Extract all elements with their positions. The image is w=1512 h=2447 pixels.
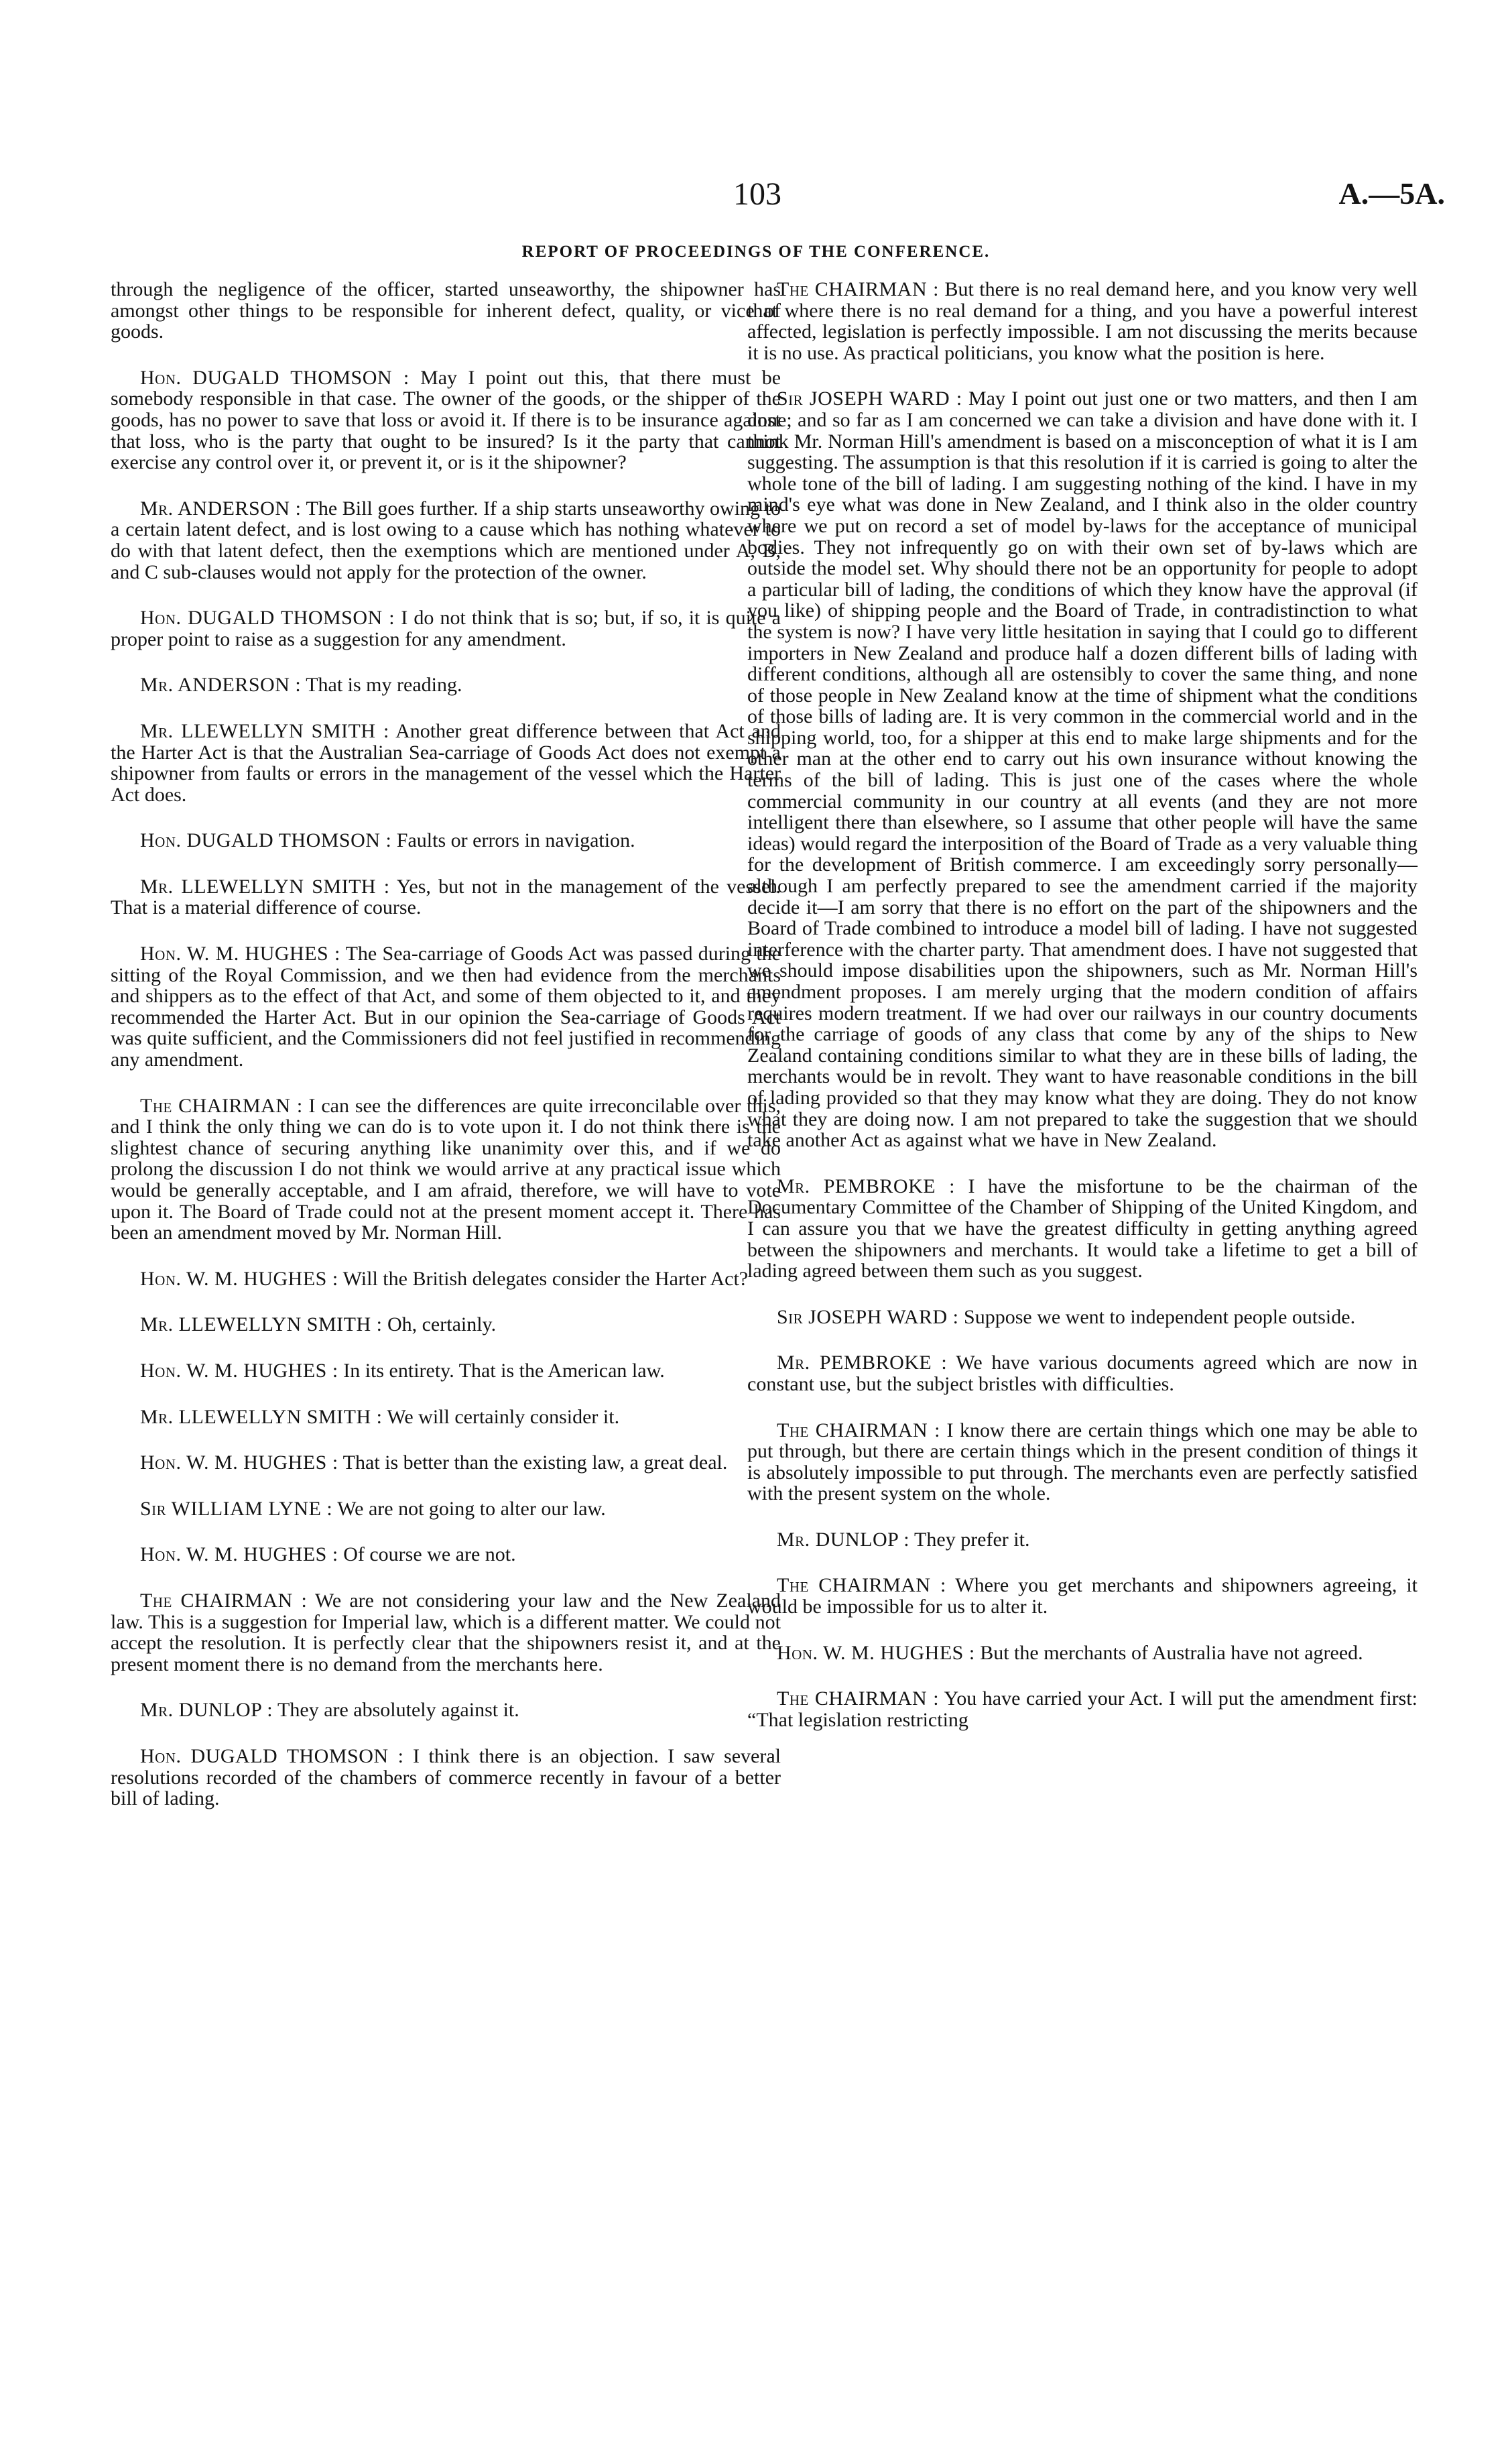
- speech: [747, 279, 1418, 363]
- speaker-name: Mr. DUNLOP :: [140, 1699, 273, 1722]
- speech-text: They are absolutely against it.: [277, 1699, 519, 1722]
- speech: [111, 943, 781, 1071]
- speech: [747, 1688, 1418, 1730]
- speaker-name: Sir JOSEPH WARD :: [777, 1305, 959, 1328]
- speaker-name: Mr. DUNLOP :: [777, 1528, 910, 1551]
- speech: [747, 1420, 1418, 1504]
- speech-text: We are not going to alter our law.: [337, 1497, 606, 1520]
- speech: [111, 498, 781, 583]
- speech: [111, 1699, 781, 1721]
- speech-text: I can see the differences are quite irreconcilable over this, and I think the only thing we can do is to vote upon it. I do not think there is the slightest chance of securing anything like unanimity over this, and if we do prolong the discussion I do not think we would arrive at any practical issue which would be generally acceptable, and I am afraid, therefore, we will have to vote upon it. The Board of Trade could not at the present moment accept it. There has been an amendment moved by Mr. Norman Hill.: [111, 1094, 781, 1244]
- speech-text: The Bill goes further. If a ship starts unseaworthy owing to a certain latent defect, and is lost owing to a cause which has nothing whatever to do with that latent defect, then the exemptions which are mentioned under A, B, and C sub-clauses would not apply for the protection of the owner.: [111, 497, 781, 583]
- speech-text: Faults or errors in navigation.: [396, 829, 635, 852]
- speaker-name: Mr. LLEWELLYN SMITH :: [140, 1313, 383, 1336]
- speaker-name: Mr. LLEWELLYN SMITH :: [140, 875, 390, 898]
- speaker-name: Hon. DUGALD THOMSON :: [140, 1744, 404, 1767]
- speech-text: I have the misfortune to be the chairman of the Documentary Committee of the Chamber of Shipping of the United Kingdom, and I can assure you that we have the greatest difficulty in getting anything agreed between the shipowners and merchants. It would take a lifetime to get a bill of lading agreed between them such as you suggest.: [747, 1175, 1418, 1282]
- speech: [111, 830, 781, 851]
- speech: [111, 1314, 781, 1335]
- speech-text: Will the British delegates consider the Harter Act?: [342, 1267, 749, 1290]
- speaker-name: Mr. ANDERSON :: [140, 497, 302, 520]
- speech: [111, 1407, 781, 1428]
- speech-text: May I point out just one or two matters, and then I am done; and so far as I am concerned we can take a division and have done with it. I think Mr. Norman Hill's amendment is based on a misconception of what it is I am suggesting. The assumption is that this resolution if it is carried is going to alter the whole tone of the bill of lading. I am suggesting nothing of the kind. I have in my mind's eye what was done in New Zealand, and I think also in the older country where we put on record a set of model by-laws for the acceptance of municipal bodies. They not infrequently go on with their own set of by-laws which are outside the model set. Why should there not be an opportunity for people to adopt a particular bill of lading, the conditions of which they know have the approval (if you like) of shipping people and the Board of Trade, in contradistinction to what the system is now? I have very little hesitation in saying that I could go to different importers in New Zealand and produce half a dozen different bills of lading with different conditions, although all are ostensibly to cover the same thing, and none of those people in New Zealand know at the time of shipment what the conditions of those bills of lading are. It is very common in the commercial world and in the shipping world, too, for a shipper at this end to make large shipments and for the other man at the other end to carry out his own insurance without knowing the terms of the bill of lading. This is just one of the cases where the whole commercial community in our country at all events (and they are not more intelligent there than elsewhere, so I assume that other people will have the same ideas) would regard the interposition of the Board of Trade as a very valuable thing for the development of British commerce. I am exceedingly sorry personally—although I am perfectly prepared to see the amendment carried if the majority decide it—I am sorry that there is no effort on the part of the shipowners and the Board of Trade combined to introduce a model bill of lading. I have not suggested interference with the charter party. That amendment does. I have not suggested that we should impose disabilities upon the shipowners, such as Mr. Norman Hill's amendment proposes. I am merely urging that the modern condition of affairs requires modern treatment. If we had over our railways in our country documents for the carriage of goods of any class that come by any of the ships to New Zealand containing conditions similar to what they are in these bills of lading, the merchants would be in revolt. They want to have reasonable conditions in the bill of lading provided so that they may know what they are doing. They do not know what they are doing now. I am not prepared to take the suggestion that we should take another Act as against what we have in New Zealand.: [747, 387, 1418, 1152]
- speaker-name: The CHAIRMAN :: [777, 1574, 946, 1597]
- speaker-name: Hon. W. M. HUGHES :: [140, 943, 340, 965]
- speech-text: Where you get merchants and shipowners agreeing, it would be impossible for us to alter it.: [747, 1574, 1418, 1618]
- document-reference: A.—5A.: [1338, 176, 1445, 211]
- speech-text: We are not considering your law and the New Zealand law. This is a suggestion for Imperial law, which is a different matter. We could not accept the resolution. It is perfectly clear that the shipowners resist it, and at the present moment there is no demand from the merchants here.: [111, 1589, 781, 1675]
- speech-text: But there is no real demand here, and you know very well that where there is no real demand for a thing, and you have a powerful interest affected, legislation is perfectly impossible. I am not discussing the merits because it is no use. As practical politicians, you know what the position is here.: [747, 278, 1418, 364]
- speech: [111, 1452, 781, 1474]
- speech: [111, 1746, 781, 1809]
- speech-text: The Sea-carriage of Goods Act was passed during the sitting of the Royal Commission, and we then had evidence from the merchants and shippers as to the effect of that Act, and some of them objected to it, and they recommended the Harter Act. But in our opinion the Sea-carriage of Goods Act was quite sufficient, and the Commissioners did not feel justified in recommending any amendment.: [111, 943, 781, 1071]
- speech: [747, 1176, 1418, 1282]
- speech: [111, 1095, 781, 1244]
- speech: [111, 721, 781, 805]
- speech: [111, 607, 781, 650]
- speech: [747, 1575, 1418, 1617]
- speaker-name: Hon. W. M. HUGHES :: [140, 1267, 338, 1290]
- speech-text: I know there are certain things which one may be able to put through, but there are certain things which in the present condition of things it is absolutely impossible to put through. The merchants even are perfectly satisfied with the present system on the whole.: [747, 1419, 1418, 1505]
- speech-text: Another great difference between that Act and the Harter Act is that the Australian Sea-carriage of Goods Act does not exempt a shipowner from faults or errors in the management of the vessel which the Harter Act does.: [111, 719, 781, 806]
- speaker-name: Hon. W. M. HUGHES :: [140, 1359, 338, 1382]
- speech: [111, 876, 781, 918]
- speech: [111, 1544, 781, 1565]
- speech: [747, 1529, 1418, 1551]
- speech: [747, 1352, 1418, 1394]
- speech: [111, 1590, 781, 1675]
- speech-text: Yes, but not in the management of the vessel. That is a material difference of course.: [111, 875, 781, 919]
- speaker-name: Mr. PEMBROKE :: [777, 1352, 948, 1374]
- paragraph: [111, 279, 781, 343]
- speech: [111, 674, 781, 696]
- speech: [747, 1643, 1418, 1664]
- speech-text: That is my reading.: [306, 674, 462, 697]
- speaker-name: Hon. DUGALD THOMSON :: [140, 366, 410, 389]
- speaker-name: Mr. ANDERSON :: [140, 674, 302, 697]
- speech-text: Of course we are not.: [343, 1543, 516, 1566]
- speech-text: May I point out this, that there must be somebody responsible in that case. The owner of the goods, or the shipper of the goods, has no power to save that loss or avoid it. If there is to be insurance against that loss, who is the party that ought to be insured? Is it the party that cannot exercise any control over it, or prevent it, or is it the shipowner?: [111, 366, 781, 474]
- speaker-name: The CHAIRMAN :: [140, 1094, 303, 1117]
- speech: [111, 1498, 781, 1520]
- speaker-name: Mr. LLEWELLYN SMITH :: [140, 719, 389, 742]
- left-column: [111, 279, 781, 1834]
- speaker-name: Hon. DUGALD THOMSON :: [140, 829, 392, 852]
- speaker-name: Hon. W. M. HUGHES :: [140, 1543, 338, 1566]
- page-number: 103: [733, 176, 781, 212]
- speaker-name: Mr. LLEWELLYN SMITH :: [140, 1405, 383, 1428]
- speaker-name: The CHAIRMAN :: [777, 1419, 940, 1441]
- running-head: REPORT OF PROCEEDINGS OF THE CONFERENCE.: [521, 243, 991, 261]
- speech: [111, 1360, 781, 1382]
- speaker-name: The CHAIRMAN :: [777, 278, 939, 300]
- speaker-name: Mr. PEMBROKE :: [777, 1175, 955, 1197]
- speech-text: They prefer it.: [914, 1528, 1030, 1551]
- speaker-name: Hon. DUGALD THOMSON :: [140, 607, 395, 630]
- speech: [111, 1268, 781, 1290]
- speech-text: In its entirety. That is the American law.: [343, 1359, 665, 1382]
- speech-text: That is better than the existing law, a great deal.: [342, 1451, 728, 1474]
- speaker-name: The CHAIRMAN :: [777, 1687, 940, 1710]
- right-column: [747, 279, 1418, 1755]
- speech-text: We will certainly consider it.: [387, 1405, 620, 1428]
- speaker-name: Hon. W. M. HUGHES :: [140, 1451, 338, 1474]
- speech-text: You have carried your Act. I will put the amendment first: “That legislation restricting: [747, 1687, 1418, 1731]
- paragraph-text: through the negligence of the officer, started unseaworthy, the shipowner has amongst other things to be responsible for inherent defect, quality, or vice of goods.: [111, 278, 781, 343]
- speaker-name: Sir JOSEPH WARD :: [777, 387, 962, 410]
- speech: [747, 388, 1418, 1150]
- speech-text: I think there is an objection. I saw several resolutions recorded of the chambers of commerce recently in favour of a better bill of lading.: [111, 1744, 781, 1810]
- speaker-name: Sir WILLIAM LYNE :: [140, 1497, 333, 1520]
- speech-text: Suppose we went to independent people outside.: [964, 1305, 1356, 1328]
- speech: [111, 367, 781, 473]
- speech: [747, 1307, 1418, 1328]
- speaker-name: Hon. W. M. HUGHES :: [777, 1641, 975, 1664]
- speech-text: But the merchants of Australia have not agreed.: [980, 1641, 1363, 1664]
- speech-text: We have various documents agreed which are now in constant use, but the subject bristles with difficulties.: [747, 1352, 1418, 1395]
- speech-text: I do not think that is so; but, if so, it is quite a proper point to raise as a suggestion for any amendment.: [111, 607, 781, 650]
- speaker-name: The CHAIRMAN :: [140, 1589, 308, 1612]
- speech-text: Oh, certainly.: [387, 1313, 497, 1336]
